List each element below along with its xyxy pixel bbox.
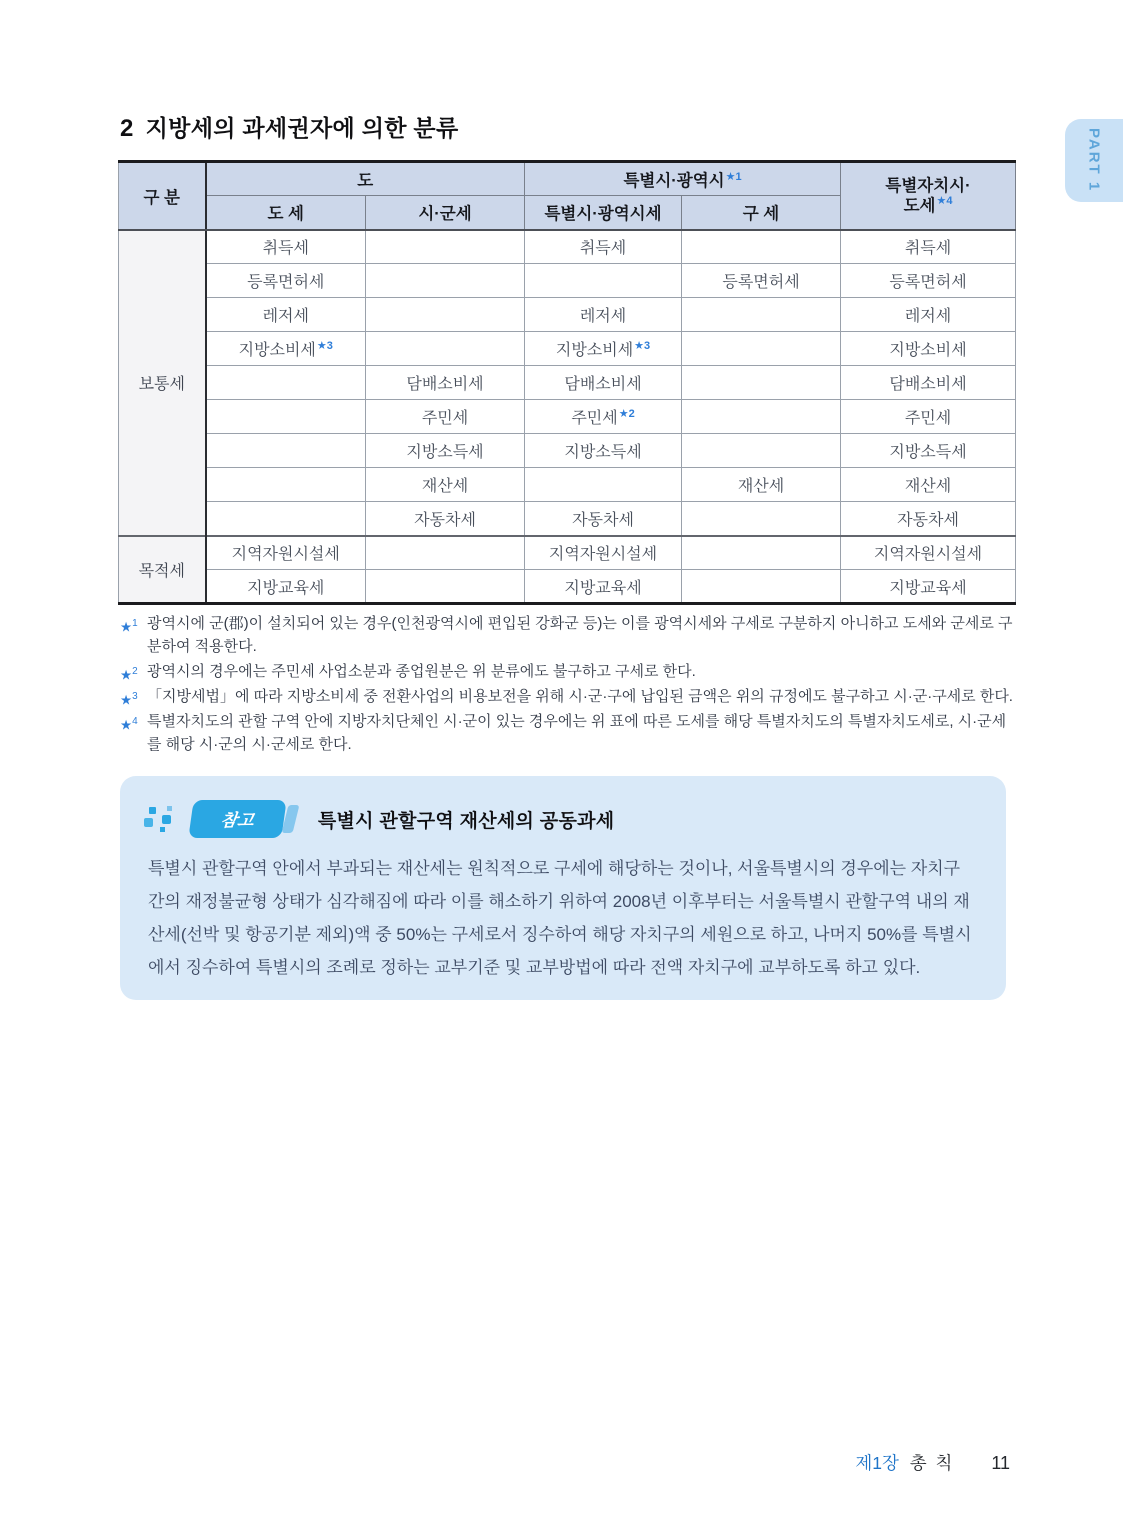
- tax-cell-dose: 지역자원시설세: [206, 536, 366, 570]
- header-group-sigwang: [525, 162, 841, 196]
- tax-cell-sigwangse: [525, 264, 682, 298]
- tax-cell-dose: [206, 400, 366, 434]
- table-row: [119, 434, 1016, 468]
- tax-cell-dose: [206, 502, 366, 536]
- tax-cell-dose: [206, 366, 366, 400]
- header-jachi-line2: [843, 196, 1013, 216]
- footnote-text: 「지방세법」에 따라 지방소비세 중 전환사업의 비용보전을 위해 시·군·구에 납입된 금액은 위의 규정에도 불구하고 시·군·구세로 한다.: [147, 688, 1013, 705]
- row-group-label: 목적세: [119, 536, 206, 604]
- footnotes: [120, 612, 1016, 758]
- tax-cell-sigwangse: 지방교육세: [525, 570, 682, 604]
- section-title: [120, 110, 458, 143]
- tax-cell-sigwangse: 담배소비세: [525, 366, 682, 400]
- footnote-marker: ★2: [618, 407, 635, 420]
- tax-cell-sigunse: [366, 536, 525, 570]
- part-tab: [1065, 119, 1123, 202]
- part-tab-label: PART 1: [1085, 128, 1103, 193]
- badge-pixel-decoration-icon: [162, 815, 171, 824]
- tax-cell-dose: 지방교육세: [206, 570, 366, 604]
- tax-cell-sigwangse: 지역자원시설세: [525, 536, 682, 570]
- tax-cell-sigunse: [366, 332, 525, 366]
- tax-cell-sigwangse: 주민세$^{★2}$: [525, 400, 682, 434]
- tax-cell-dose: 등록면허세: [206, 264, 366, 298]
- footnote-marker: ★1: [725, 170, 742, 183]
- header-jachi: [841, 162, 1016, 230]
- footnote-marker: ★3: [316, 339, 333, 352]
- table-row: [119, 332, 1016, 366]
- header-col-sigwangse: 특별시·광역시세: [525, 196, 682, 230]
- tax-cell-guse: 등록면허세: [682, 264, 841, 298]
- tax-cell-sigunse: [366, 298, 525, 332]
- tax-cell-jachidose: 지방소비세: [841, 332, 1016, 366]
- footnote-marker: ★4: [936, 195, 953, 208]
- footnote: [120, 612, 1016, 658]
- tax-cell-jachidose: 지역자원시설세: [841, 536, 1016, 570]
- page-footer: [118, 1450, 1010, 1475]
- reference-box: [120, 776, 1006, 1000]
- tax-cell-guse: [682, 230, 841, 264]
- footnote: [120, 685, 1016, 708]
- header-group-sigwang-label: 특별시·광역시: [623, 172, 725, 190]
- footnote-marker: ★3: [634, 339, 651, 352]
- tax-cell-sigwangse: 자동차세: [525, 502, 682, 536]
- tax-cell-jachidose: 자동차세: [841, 502, 1016, 536]
- section-number: 2: [120, 115, 134, 142]
- tax-cell-sigunse: 자동차세: [366, 502, 525, 536]
- table-row: [119, 264, 1016, 298]
- footnote-marker: ★$^3$: [120, 691, 138, 708]
- tax-cell-sigunse: 담배소비세: [366, 366, 525, 400]
- tax-cell-sigunse: 재산세: [366, 468, 525, 502]
- table-row: [119, 230, 1016, 264]
- tax-cell-sigunse: [366, 570, 525, 604]
- footnote-marker: ★$^4$: [120, 716, 138, 733]
- table-row: [119, 468, 1016, 502]
- tax-cell-sigunse: [366, 230, 525, 264]
- tax-cell-jachidose: 취득세: [841, 230, 1016, 264]
- table-header-row-1: [119, 162, 1016, 196]
- tax-cell-dose: 지방소비세$^{★3}$: [206, 332, 366, 366]
- page-number: 11: [991, 1453, 1010, 1473]
- tax-cell-guse: 재산세: [682, 468, 841, 502]
- table-row: [119, 502, 1016, 536]
- reference-box-header: [162, 800, 978, 838]
- footer-section: 총 칙: [909, 1453, 955, 1473]
- tax-cell-jachidose: 주민세: [841, 400, 1016, 434]
- reference-body: 특별시 관할구역 안에서 부과되는 재산세는 원칙적으로 구세에 해당하는 것이나, 서울특별시의 경우에는 자치구 간의 재정불균형 상태가 심각해짐에 따라 이를 해소하기 위하여 2008년 이후부터는 서울특별시 관할구역 내의 재산세(선박 및 항공기분 제외)액 중 50%는 구세로서 징수하여 해당 자치구의 세원으로 하고, 나머지 50%를 특별시에서 징수하여 특별시의 조례로 정하는 교부기준 및 교부방법에 따라 전액 자치구에 교부하도록 하고 있다.: [148, 859, 972, 977]
- table-row: [119, 400, 1016, 434]
- tax-cell-jachidose: 담배소비세: [841, 366, 1016, 400]
- tax-cell-guse: [682, 366, 841, 400]
- table-row: [119, 298, 1016, 332]
- tax-cell-guse: [682, 332, 841, 366]
- tax-cell-guse: [682, 536, 841, 570]
- table-row: [119, 570, 1016, 604]
- row-group-label: 보통세: [119, 230, 206, 536]
- table-row: [119, 366, 1016, 400]
- footnote: [120, 710, 1016, 756]
- header-jachi-line1: 특별자치시·: [885, 176, 971, 195]
- header-col-guse: 구 세: [682, 196, 841, 230]
- tax-cell-guse: [682, 502, 841, 536]
- tax-cell-dose: [206, 468, 366, 502]
- footnote-text: 광역시에 군(郡)이 설치되어 있는 경우(인천광역시에 편입된 강화군 등)는 이를 광역시세와 구세로 구분하지 아니하고 도세와 군세로 구분하여 적용한다.: [147, 615, 1013, 655]
- table-row: [119, 536, 1016, 570]
- tax-cell-guse: [682, 400, 841, 434]
- reference-heading: 특별시 관할구역 재산세의 공동과세: [317, 810, 615, 832]
- footnote-text: 특별자치도의 관할 구역 안에 지방자치단체인 시·군이 있는 경우에는 위 표에 따른 도세를 해당 특별자치도의 특별자치도세로, 시·군세를 해당 시·군의 시·군세로 한다.: [147, 713, 1007, 753]
- tax-cell-jachidose: 지방소득세: [841, 434, 1016, 468]
- footnote-marker: ★$^1$: [120, 618, 138, 635]
- header-col-sigunse: 시·군세: [366, 196, 525, 230]
- tax-cell-sigunse: 주민세: [366, 400, 525, 434]
- tax-cell-guse: [682, 434, 841, 468]
- tax-cell-guse: [682, 298, 841, 332]
- tax-cell-sigunse: 지방소득세: [366, 434, 525, 468]
- header-jachi-line2-label: 도세: [903, 196, 936, 215]
- footnote: [120, 660, 1016, 683]
- tax-classification-table: [118, 160, 1016, 605]
- tax-cell-dose: [206, 434, 366, 468]
- header-category: 구 분: [119, 162, 206, 230]
- tax-cell-jachidose: 등록면허세: [841, 264, 1016, 298]
- tax-cell-jachidose: 재산세: [841, 468, 1016, 502]
- tax-cell-sigwangse: 지방소비세$^{★3}$: [525, 332, 682, 366]
- tax-cell-sigwangse: 취득세: [525, 230, 682, 264]
- tax-cell-sigwangse: 지방소득세: [525, 434, 682, 468]
- header-group-do: 도: [206, 162, 525, 196]
- footnote-text: 광역시의 경우에는 주민세 사업소분과 종업원분은 위 분류에도 불구하고 구세로 한다.: [147, 663, 696, 680]
- tax-cell-dose: 레저세: [206, 298, 366, 332]
- reference-badge: 참고: [188, 800, 286, 838]
- tax-cell-sigwangse: [525, 468, 682, 502]
- tax-cell-sigunse: [366, 264, 525, 298]
- header-col-dose: 도 세: [206, 196, 366, 230]
- section-title-text: 지방세의 과세권자에 의한 분류: [145, 115, 459, 141]
- tax-cell-jachidose: 레저세: [841, 298, 1016, 332]
- footer-chapter: 제1장: [855, 1453, 899, 1473]
- tax-table-body: [119, 230, 1016, 604]
- tax-cell-dose: 취득세: [206, 230, 366, 264]
- footnote-marker: ★$^2$: [120, 666, 138, 683]
- tax-cell-sigwangse: 레저세: [525, 298, 682, 332]
- tax-cell-guse: [682, 570, 841, 604]
- tax-cell-jachidose: 지방교육세: [841, 570, 1016, 604]
